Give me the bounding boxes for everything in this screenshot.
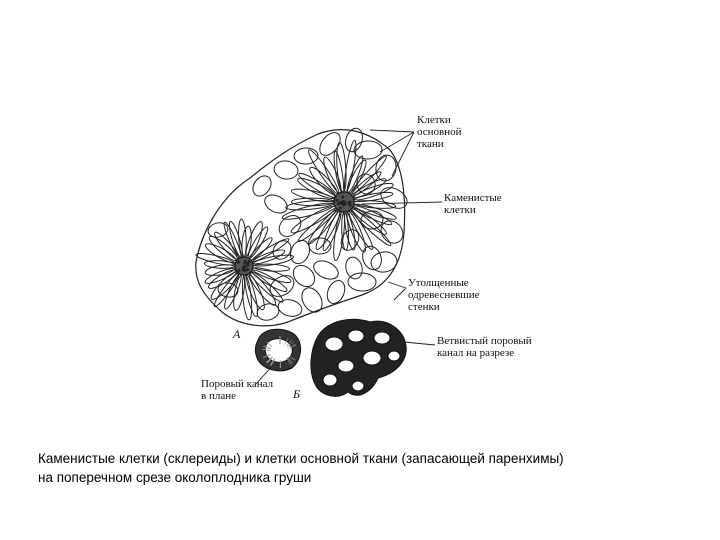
stone-cell [343, 203, 346, 206]
parenchyma-cell [273, 159, 300, 181]
parenchyma-cell [294, 148, 319, 165]
label-stone-cells: Каменистые клетки [444, 192, 502, 216]
parenchyma-cell [311, 257, 341, 282]
stone-cell [238, 269, 241, 272]
label-thickened-walls: Утолщенные одревесневшие стенки [408, 277, 480, 313]
stone-cell [242, 269, 245, 272]
sclereid-lumen [338, 360, 354, 372]
parenchyma-cell [370, 250, 399, 274]
label-pore-canal-plan: Поровый канал в плане [201, 378, 274, 402]
sclereid-lumen [323, 374, 337, 386]
radial-cell [248, 236, 274, 262]
caption-line-1: Каменистые клетки (склереиды) и клетки основной ткани (запасающей паренхимы) [38, 451, 564, 466]
stone-cell [337, 202, 340, 205]
leader-line [362, 202, 442, 204]
label-basic-tissue-cells: Клетки основной ткани [417, 114, 462, 150]
parenchyma-cell [354, 141, 383, 160]
stone-cell [341, 196, 344, 199]
leader-line [404, 342, 435, 345]
stone-cell [242, 266, 245, 269]
sclereid-lumen [352, 381, 364, 391]
leader-line [388, 282, 406, 288]
parenchyma-cell [309, 238, 331, 254]
stone-cell [347, 201, 350, 204]
stone-cell [339, 207, 342, 210]
radial-cell [281, 200, 335, 222]
sclereid-lumen [348, 330, 364, 342]
stone-cell [336, 199, 339, 202]
stone-cell [244, 260, 247, 263]
caption-line-2: на поперечном срезе околоплодника груши [38, 470, 312, 485]
sclereid-lumen [374, 332, 390, 344]
parenchyma-tissue [196, 126, 411, 326]
label-branched-canal: Ветвистый поровый канал на разрезе [437, 335, 532, 359]
parenchyma-cell [255, 302, 280, 323]
stone-cell [237, 261, 240, 264]
figure-letter-b: Б [293, 387, 301, 401]
radial-cell [352, 180, 395, 203]
sclereid-lumen [388, 351, 400, 361]
leader-line [370, 130, 414, 132]
parenchyma-cell [348, 273, 376, 291]
figure-caption [38, 449, 718, 487]
sclereid-lumen [325, 337, 343, 351]
parenchyma-cell [324, 278, 348, 306]
parenchyma-cell [276, 297, 303, 318]
leader-line [394, 288, 406, 300]
stone-cell [246, 268, 249, 271]
stone-cell [340, 202, 343, 205]
sclereid-lumen [363, 351, 381, 365]
parenchyma-cell [262, 191, 291, 216]
parenchyma-cell [343, 255, 364, 280]
radial-cell [231, 274, 246, 311]
sclereid-section-b [255, 319, 406, 396]
stone-cell-cluster-lower [195, 219, 294, 320]
stone-cell [247, 264, 250, 267]
figure-letter-a: А [233, 327, 241, 341]
